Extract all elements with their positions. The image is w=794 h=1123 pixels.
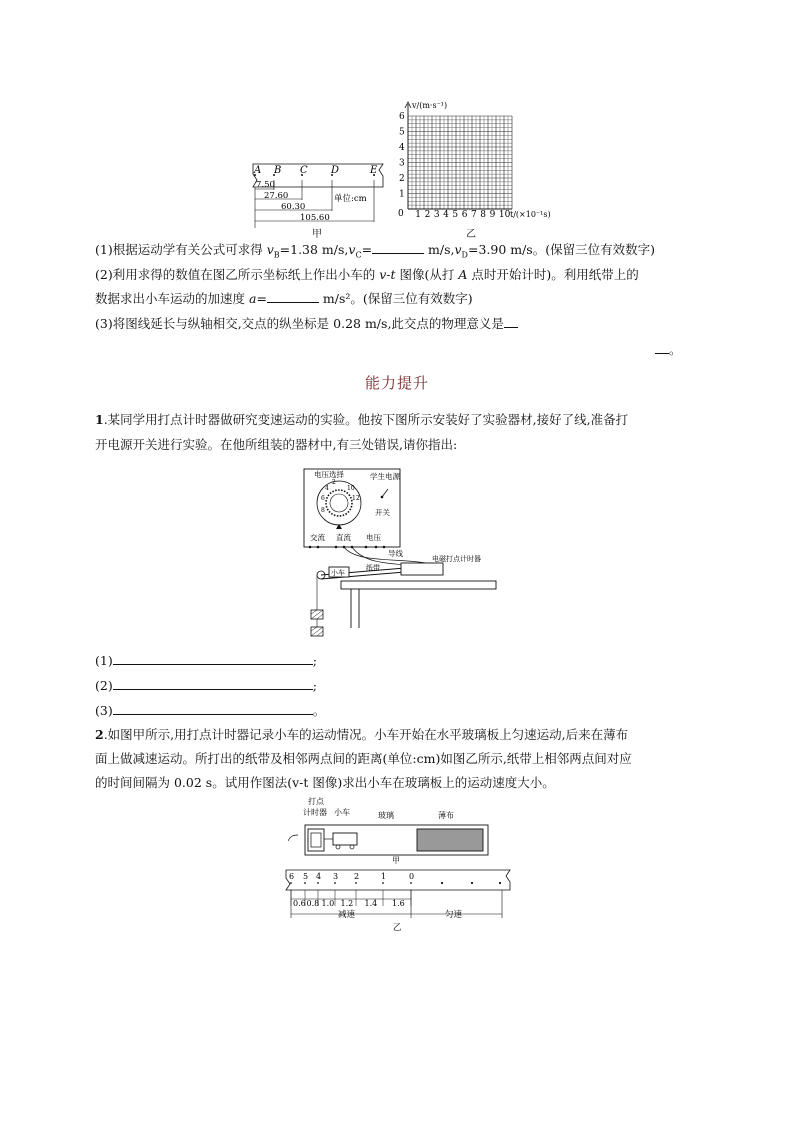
- voltage-select-label: 电压选择: [314, 470, 344, 479]
- svg-text:2: 2: [332, 479, 336, 486]
- q1-answer-1: (1) ;: [95, 653, 317, 668]
- figure-caption: 乙: [393, 923, 402, 933]
- glass-label: 玻璃: [378, 811, 394, 820]
- point-label-C: C: [300, 165, 308, 176]
- vt-grid-figure: [392, 100, 562, 225]
- origin-label: 0: [398, 209, 404, 219]
- wire-label: 导线: [388, 549, 403, 558]
- x-tick-label: 6: [461, 210, 468, 220]
- q2-line-1: 2.如图甲所示,用打点计时器记录小车的运动情况。小车开始在水平玻璃板上匀速运动,后来在薄布: [95, 727, 629, 742]
- q2-setup-figure: [288, 795, 498, 865]
- tape-point-label: 2: [354, 872, 360, 881]
- ac-label: 交流: [310, 533, 325, 542]
- q1-answer-3: (3) 。: [95, 703, 326, 718]
- student-power-label: 学生电源: [370, 472, 400, 481]
- x-tick-label: 10: [498, 210, 511, 220]
- y-tick-label: 2: [399, 174, 405, 184]
- tape-point-label: 3: [333, 872, 339, 881]
- question-part-2-cont: 数据求出小车运动的加速度 a= m/s²。(保留三位有效数字): [95, 291, 473, 306]
- tape-dim-label: 1.4: [364, 899, 378, 908]
- tape-point-label: 4: [316, 872, 322, 881]
- y-tick-label: 5: [399, 127, 405, 138]
- section-title: 能力提升: [364, 374, 429, 392]
- q2-line-2: 面上做减速运动。所打出的纸带及相邻两点间的距离(单位:cm)如图乙所示,纸带上相邻两点间对应: [95, 751, 632, 766]
- point-label-E: E: [370, 165, 378, 176]
- svg-text:12: 12: [352, 495, 360, 502]
- dim-label: 27.60: [264, 191, 289, 201]
- y-tick-label: 3: [399, 158, 405, 169]
- answer-blank[interactable]: [372, 241, 424, 254]
- dim-label: 7.50: [256, 180, 275, 190]
- point-label-D: D: [331, 165, 340, 176]
- tape-point-label: 1: [381, 872, 387, 881]
- tape-label: 纸带: [366, 564, 380, 572]
- question-part-1: (1)根据运动学有关公式可求得 $v_B=1.38$ $m/s,v_C= m/s,v_D=3.90$ m/s。(保留三位有效数字): [95, 242, 655, 260]
- svg-text:6: 6: [321, 495, 325, 502]
- uniform-label: 匀速: [445, 910, 463, 920]
- electromagnetic-timer: [401, 563, 443, 575]
- x-tick-label: 2: [424, 210, 431, 220]
- figure-caption: 甲: [392, 856, 400, 865]
- cloth-label: 薄布: [438, 811, 454, 820]
- q2-tape-figure: [280, 866, 515, 936]
- y-tick-label: 1: [399, 189, 405, 200]
- x-tick-label: 9: [489, 210, 496, 220]
- y-tick-label: 4: [399, 143, 405, 153]
- cart-label: 小车: [334, 808, 350, 817]
- answer-blank[interactable]: [113, 652, 313, 665]
- answer-blank[interactable]: [504, 315, 518, 328]
- tape-dim-label: 1.6: [392, 899, 405, 908]
- tape-dim-label: 1.2: [340, 899, 354, 908]
- x-tick-label: 8: [480, 210, 487, 220]
- x-tick-label: 3: [433, 210, 440, 220]
- question-part-3-end: 。: [655, 341, 682, 359]
- tape-point-label: 5: [303, 872, 309, 881]
- tape-point-label: 0: [409, 872, 415, 881]
- tape-dim-label: 0.6: [293, 899, 306, 908]
- cart: [333, 833, 357, 845]
- dc-label: 直流: [336, 533, 351, 542]
- wire: [344, 547, 426, 563]
- answer-blank[interactable]: [113, 677, 313, 690]
- timer-label-2: 计时器: [303, 808, 327, 817]
- x-tick-label: 5: [452, 210, 459, 220]
- q1-answer-2: (2) ;: [95, 678, 317, 693]
- q1-line-2: 开电源开关进行实验。在他所组装的器材中,有三处错误,请你指出:: [95, 437, 458, 452]
- svg-text:4: 4: [325, 485, 329, 492]
- unit-label: 单位:cm: [334, 194, 367, 204]
- tape-point-label: 6: [289, 872, 295, 881]
- table: [341, 581, 496, 589]
- grid: [408, 116, 512, 209]
- point-label-B: B: [274, 165, 282, 176]
- point-label-A: A: [254, 165, 262, 176]
- question-part-2: (2)利用求得的数值在图乙所示坐标纸上作出小车的 v-t 图像(从打 A 点时开始计时)。利用纸带上的: [95, 267, 639, 282]
- decel-label: 减速: [338, 910, 356, 920]
- x-tick-label: 4: [443, 210, 449, 220]
- timer-label: 打点: [308, 797, 324, 806]
- tape-dim-label: 0.8: [306, 899, 320, 908]
- timer-label: 电磁打点计时器: [432, 555, 481, 563]
- switch-label: 开关: [375, 508, 390, 517]
- y-tick-label: 6: [399, 112, 405, 122]
- answer-blank[interactable]: [267, 290, 319, 303]
- question-part-3: (3)将图线延长与纵轴相交,交点的纵坐标是 0.28 m/s,此交点的物理意义是: [95, 315, 518, 333]
- q1-apparatus-figure: [296, 463, 506, 643]
- answer-blank[interactable]: [113, 702, 313, 715]
- voltage-label: 电压: [366, 533, 381, 542]
- answer-blank[interactable]: [655, 341, 669, 354]
- figure-caption-yi: 乙: [466, 229, 476, 240]
- q2-line-3: 的时间间隔为 0.02 s。试用作图法(v-t 图像)求出小车在玻璃板上的运动速度大小。: [95, 775, 555, 790]
- cart-label: 小车: [331, 569, 345, 577]
- x-tick-label: 7: [471, 210, 477, 220]
- q1-line-1: 1.某同学用打点计时器做研究变速运动的实验。他按下图所示安装好了实验器材,接好了线,准备打: [95, 412, 629, 427]
- svg-text:8: 8: [321, 507, 325, 514]
- x-axis-label: t/(×10⁻¹s): [510, 210, 551, 219]
- cloth: [417, 829, 483, 851]
- x-tick-label: 1: [415, 210, 422, 220]
- tape-dim-label: 1.0: [321, 899, 335, 908]
- y-axis-label: v/(m·s⁻¹): [412, 101, 448, 110]
- svg-text:10: 10: [347, 485, 355, 492]
- dim-label: 105.60: [300, 213, 330, 223]
- dim-label: 60.30: [281, 202, 306, 212]
- figure-caption-jia: 甲: [312, 229, 322, 240]
- tape-figure-jia: [245, 160, 390, 235]
